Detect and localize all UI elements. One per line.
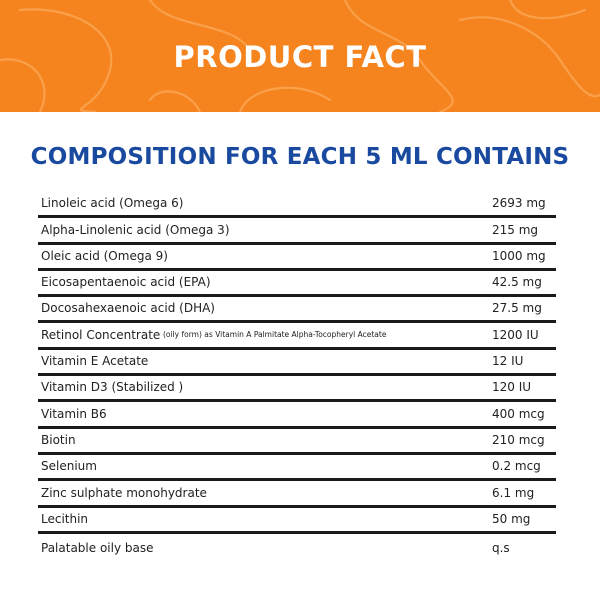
table-row xyxy=(38,350,556,376)
table-row xyxy=(38,534,556,560)
ingredient-name: Vitamin D3 (Stabilized ) xyxy=(41,380,184,395)
ingredient-name: Selenium xyxy=(41,459,97,474)
ingredient-name: Retinol Concentrate xyxy=(41,327,161,342)
ingredient-name: Vitamin E Acetate xyxy=(41,354,149,369)
ingredient-amount: 0.2 mcg xyxy=(492,459,541,474)
ingredient-amount: q.s xyxy=(492,541,510,556)
ingredient-amount: 50 mg xyxy=(492,511,531,526)
banner-title: PRODUCT FACT xyxy=(173,40,427,74)
ingredient-amount: 215 mg xyxy=(492,222,539,237)
table-row xyxy=(38,429,556,455)
table-row xyxy=(38,402,556,428)
composition-table xyxy=(38,192,556,560)
ingredient-amount: 2693 mg xyxy=(492,196,546,211)
table-row xyxy=(38,508,556,534)
table-row xyxy=(38,245,556,271)
ingredient-name: Zinc sulphate monohydrate xyxy=(41,485,207,500)
table-row xyxy=(38,218,556,244)
table-row xyxy=(38,455,556,481)
table-row xyxy=(38,297,556,323)
header-banner xyxy=(0,0,600,112)
ingredient-amount: 6.1 mg xyxy=(492,485,535,500)
ingredient-name: Linoleic acid (Omega 6) xyxy=(41,196,184,211)
ingredient-amount: 42.5 mg xyxy=(492,275,542,290)
table-row xyxy=(38,323,556,349)
ingredient-amount: 210 mcg xyxy=(492,432,545,447)
ingredient-name: Docosahexaenoic acid (DHA) xyxy=(41,301,215,316)
ingredient-name: Oleic acid (Omega 9) xyxy=(41,248,168,263)
ingredient-note: (oily form) as Vitamin A Palmitate Alpha-Tocopheryl Acetate xyxy=(163,329,387,339)
table-row xyxy=(38,376,556,402)
ingredient-name: Palatable oily base xyxy=(41,541,154,556)
ingredient-name: Lecithin xyxy=(41,511,89,526)
ingredient-name: Biotin xyxy=(41,432,76,447)
composition-heading: COMPOSITION FOR EACH 5 ML CONTAINS xyxy=(30,144,570,170)
ingredient-amount: 120 IU xyxy=(492,380,532,395)
ingredient-amount: 27.5 mg xyxy=(492,301,542,316)
table-row xyxy=(38,481,556,507)
ingredient-name: Vitamin B6 xyxy=(41,406,107,421)
ingredient-amount: 1200 IU xyxy=(492,327,539,342)
ingredient-amount: 12 IU xyxy=(492,354,524,369)
ingredient-name: Alpha-Linolenic acid (Omega 3) xyxy=(41,222,230,237)
ingredient-amount: 1000 mg xyxy=(492,248,546,263)
table-row xyxy=(38,192,556,218)
table-row xyxy=(38,271,556,297)
ingredient-name: Eicosapentaenoic acid (EPA) xyxy=(41,275,211,290)
ingredient-amount: 400 mcg xyxy=(492,406,545,421)
